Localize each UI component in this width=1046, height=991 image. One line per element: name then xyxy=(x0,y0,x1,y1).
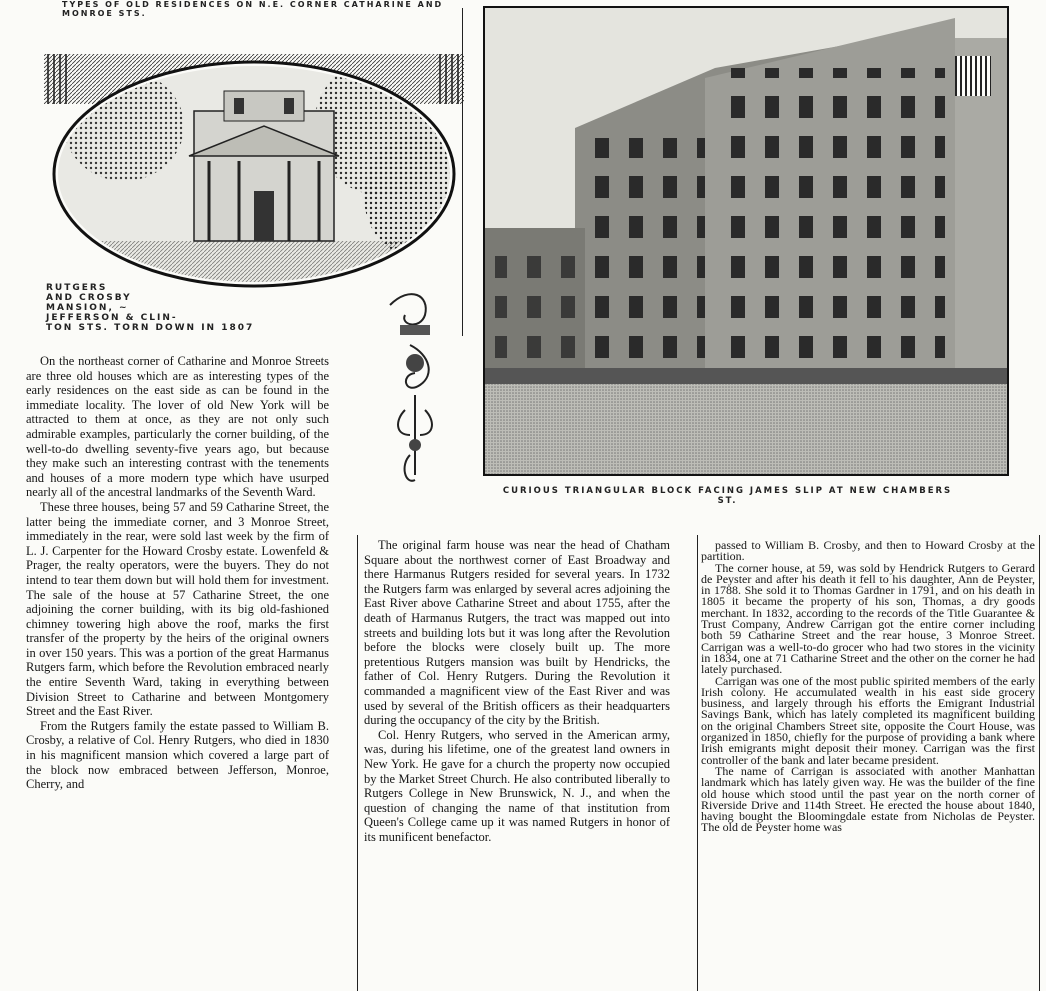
column-rule xyxy=(462,8,463,336)
column-rule xyxy=(1039,535,1040,991)
block-photograph xyxy=(483,6,1009,476)
paragraph: The corner house, at 59, was sold by Hendrick Rutgers to Gerard de Peyster and after his death it fell to his daughter, Ann de Peyster, in 1788. She sold it to Thomas Gardner in 1791, and on his death in 1805 it became the property of his son, Thomas, a dry goods merchant. In 1832, according to the records of the Title Guarantee & Trust Company, Andrew Carrigan got the entire corner including both 59 Catharine Street and the rear house, 3 Monroe Street. Carrigan was a well-to-do grocer who had two stores in the vicinity in 1834, one at 71 Catharine Street and the other on the corner he had lately purchased. xyxy=(701,560,1035,677)
paragraph: On the northeast corner of Catharine and Monroe Streets are three old houses which are as interesting types of the early residences on the east side as can be found in the immediate locality. The lover of old New York will be attracted to them at once, as they are not only such admirable examples, particularly the corner building, of the well-to-do dwelling seventy-five years ago, but because they make such an interesting contrast with the tenements and houses of a more modern type which have usurped nearly all of the ancestral landmarks of the Seventh Ward. xyxy=(26,354,329,500)
column-rule xyxy=(357,535,358,991)
paragraph: From the Rutgers family the estate passed to William B. Crosby, a relative of Col. Henry Rutgers, who died in 1830 in his magnificent mansion which covered a large part of the block now embraced between Jefferson, Monroe, Cherry, and xyxy=(26,718,329,792)
decorative-band xyxy=(955,56,991,96)
mansion-caption-line: TON STS. TORN DOWN IN 1807 xyxy=(46,323,255,333)
mansion-caption-line: AND CROSBY xyxy=(46,293,132,303)
column-rule xyxy=(697,535,698,991)
mansion-caption-line: JEFFERSON & CLIN- xyxy=(46,313,178,323)
paragraph: These three houses, being 57 and 59 Catharine Street, the latter being the immediate corner, and 3 Monroe Street, immediately in the rear, were sold last week by the firm of L. J. Carpenter for the Howard Crosby estate. Lowenfeld & Prager, the realty operators, were the buyers. They do not intend to tear them down but will hold them for investment. The sale of the house at 57 Catharine Street, the one adjoining the corner building, with its big old-fashioned chimney towering high above the roof, marks the first transfer of the property by the heirs of the original owners in over 150 years. This was a portion of the great Harmanus Rutgers farm, which before the Revolution embraced nearly the entire Seventh Ward, taking in everything between Division Street to Catharine and between Montgomery Street and the East River. xyxy=(26,499,329,719)
mansion-caption-line: RUTGERS xyxy=(46,283,108,293)
header-caption: TYPES OF OLD RESIDENCES ON N.E. CORNER CATHARINE AND MONROE STS. xyxy=(62,0,444,18)
ornament-scroll xyxy=(380,285,450,495)
article-column-1 xyxy=(26,354,329,991)
paragraph: The original farm house was near the head of Chatham Square about the northwest corner of East Broadway and there Harmanus Rutgers resided for several years. In 1732 the Rutgers farm was enlarged by several acres adjoining the East River above Catharine Street and about 1755, after the death of Harmanus Rutgers, the tract was mapped out into streets and building lots but it was long after the Revolution before the blocks were closely built up. The more pretentious Rutgers mansion was built by Hendricks, the father of Col. Henry Rutgers. During the Revolution it commanded a magnificent view of the East River and was used by several of the British officers as their headquarters during the occupancy of the city by the British. xyxy=(364,538,670,728)
paragraph: Col. Henry Rutgers, who served in the American army, was, during his lifetime, one of the greatest land owners in New York. He gave for a church the property now occupied by the Market Street Church. He also contributed liberally to Rutgers College in New Brunswick, N. J., and when the question of changing the name of that institution from Queen's College came up it was named Rutgers in honor of its munificent benefactor. xyxy=(364,727,670,844)
paragraph: passed to William B. Crosby, and then to Howard Crosby at the partition. xyxy=(701,540,1035,564)
paragraph: Carrigan was one of the most public spirited members of the early Irish colony. He accumulated wealth in his east side grocery business, and largely through his efforts the Emigrant Industrial Savings Bank, which has lately completed its magnificent building on the original Chambers Street site, opposite the Court House, was organized in 1850, chiefly for the purpose of providing a bank where Irish emigrants might deposit their money. Carrigan was the first controller of the bank and later became president. xyxy=(701,673,1035,767)
article-column-3 xyxy=(701,540,1035,991)
mansion-caption-line: MANSION, ~ xyxy=(46,303,129,313)
mansion-caption xyxy=(46,283,346,333)
article-column-2 xyxy=(364,538,670,991)
block-caption: CURIOUS TRIANGULAR BLOCK FACING JAMES SLIP AT NEW CHAMBERS ST. xyxy=(502,486,953,506)
paragraph: The name of Carrigan is associated with another Manhattan landmark which has lately given way. He was the builder of the fine old house which stood until the past year on the north corner of Riverside Drive and 114th Street. He erected the house about 1840, having bought the Bloomingdale estate from Nicholas de Peyster. The old de Peyster home was xyxy=(701,763,1035,835)
